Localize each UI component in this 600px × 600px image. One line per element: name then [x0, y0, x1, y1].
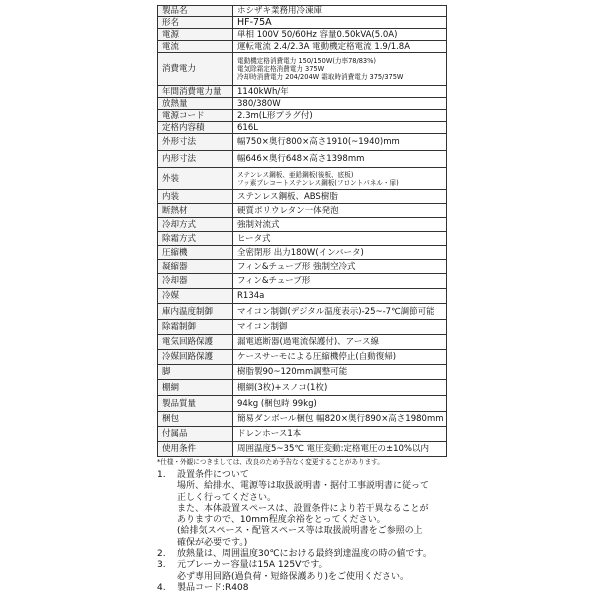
- spec-value: [233, 6, 447, 17]
- spec-row: [158, 218, 447, 232]
- note-number: 3.: [157, 560, 166, 571]
- spec-value: [233, 289, 447, 304]
- spec-label: 消費電力: [158, 53, 233, 86]
- spec-value: [233, 427, 447, 442]
- spec-value-line: ステンレス鋼板、ABS樹脂: [237, 191, 338, 202]
- spec-row: [158, 134, 447, 151]
- spec-value-line: 616L: [237, 122, 258, 133]
- spec-label: 庫内温度制御: [158, 304, 233, 320]
- spec-value-line: ヒータ式: [237, 233, 271, 244]
- spec-value: [233, 168, 447, 190]
- spec-row: [158, 304, 447, 320]
- spec-value: [233, 134, 447, 151]
- spec-value: [233, 232, 447, 246]
- spec-row: [158, 6, 447, 17]
- spec-value: [233, 190, 447, 204]
- note-first-line: [157, 560, 447, 571]
- spec-label: 電流: [158, 41, 233, 53]
- spec-row: [158, 17, 447, 29]
- spec-value: [233, 204, 447, 218]
- spec-value: [233, 396, 447, 412]
- spec-value-line: 硬質ポリウレタン一体発泡: [237, 205, 339, 216]
- spec-label: 電気回路保護: [158, 335, 233, 350]
- spec-row: [158, 380, 447, 396]
- spec-value: [233, 41, 447, 53]
- note-text: 場所、給排水、電源等は取扱説明書・据付工事説明書に従って: [177, 481, 430, 492]
- spec-value-line: 周囲温度5~35℃ 電圧変動:定格電圧の±10%以内: [237, 444, 429, 454]
- spec-label: 定格内容積: [158, 122, 233, 134]
- spec-row: [158, 86, 447, 98]
- note-item: [157, 470, 447, 549]
- spec-label: 冷却方式: [158, 218, 233, 232]
- spec-row: [158, 350, 447, 365]
- spec-label: 棚網: [158, 380, 233, 396]
- note-text: 設置条件について: [177, 470, 249, 480]
- spec-row: [158, 232, 447, 246]
- spec-row: [158, 98, 447, 110]
- spec-row: [158, 29, 447, 41]
- spec-label: 使用条件: [158, 442, 233, 457]
- spec-label: 圧縮機: [158, 246, 233, 260]
- spec-value-line: ドレンホース1本: [237, 429, 302, 439]
- spec-value: [233, 110, 447, 122]
- note-text: 必ず専用回路(過負荷・短絡保護あり)をご使用ください。: [177, 571, 410, 582]
- spec-value: [233, 29, 447, 41]
- spec-value-line: 電動機定格消費電力 150/150W(力率78/83%): [237, 57, 376, 65]
- spec-label: 外形寸法: [158, 134, 233, 151]
- note-text: 元ブレーカー容量は15A 125Vです。: [177, 560, 328, 571]
- spec-row: [158, 289, 447, 304]
- spec-row: [158, 41, 447, 53]
- note-text: また、本体設置スペースは、設置条件により若干異なることが: [177, 503, 429, 514]
- spec-row: [158, 396, 447, 412]
- spec-value: [233, 335, 447, 350]
- spec-value-line: R134a: [237, 291, 265, 301]
- spec-value: [233, 53, 447, 86]
- spec-label: 製品名: [158, 6, 233, 17]
- spec-value: [233, 98, 447, 110]
- spec-label: 電源コード: [158, 110, 233, 122]
- spec-value-line: 幅750×奥行800×高さ1910(~1940)mm: [237, 137, 400, 147]
- spec-row: [158, 365, 447, 380]
- spec-row: [158, 320, 447, 335]
- spec-value: [233, 260, 447, 274]
- spec-value: [233, 218, 447, 232]
- spec-value-line: 簡易ダンボール梱包 幅820×奥行890×高さ1980mm: [237, 414, 444, 424]
- note-text: 正しく行ってください。: [177, 492, 277, 503]
- spec-value-line: 幅646×奥行648×高さ1398mm: [237, 154, 365, 164]
- note-number: 2.: [157, 549, 166, 560]
- spec-value: [233, 350, 447, 365]
- spec-value-line: 運転電流 2.4/2.3A 電動機定格電流 1.9/1.8A: [237, 41, 411, 52]
- spec-label: 年間消費電力量: [158, 86, 233, 98]
- spec-value: [233, 151, 447, 168]
- spec-value-line: 冷却時消費電力 204/204W 霜取時消費電力 375/375W: [237, 73, 404, 81]
- spec-value-line: マイコン制御(デジタル温度表示)-25~-7℃調節可能: [237, 306, 435, 317]
- spec-label: 除霜制御: [158, 320, 233, 335]
- spec-row: [158, 335, 447, 350]
- spec-row: [158, 274, 447, 289]
- spec-value: [233, 304, 447, 320]
- note-number: 4.: [157, 582, 166, 593]
- spec-value: [233, 246, 447, 260]
- spec-row: [158, 412, 447, 427]
- spec-row: [158, 442, 447, 457]
- spec-value-line: フッ素プレコートステンレス鋼板(フロントパネル・扉): [237, 178, 399, 187]
- spec-row: [158, 53, 447, 86]
- footnote: *仕様・外観につきましては、改良のため予告なく変更することがあります。: [157, 458, 384, 466]
- notes-list: [157, 470, 447, 594]
- spec-row: [158, 122, 447, 134]
- spec-label: 内形寸法: [158, 151, 233, 168]
- spec-row: [158, 110, 447, 122]
- spec-label: 梱包: [158, 412, 233, 427]
- spec-value: [233, 17, 447, 29]
- spec-value-line: 94kg (梱包時 99kg): [237, 398, 317, 409]
- spec-label: 放熱量: [158, 98, 233, 110]
- spec-value-line: 全密閉形 出力180W(インバータ): [237, 247, 364, 258]
- spec-label: 冷媒: [158, 289, 233, 304]
- spec-row: [158, 260, 447, 274]
- spec-value-line: フィン&チューブ形: [237, 276, 311, 286]
- spec-table: [157, 5, 447, 457]
- spec-value: [233, 274, 447, 289]
- spec-value-line: HF-75A: [237, 16, 272, 28]
- note-text: (給排気スペース・配管スペース等は取扱説明書をご参照の上: [177, 526, 423, 537]
- spec-label: 脚: [158, 365, 233, 380]
- spec-value-line: ホシザキ業務用冷凍庫: [237, 6, 323, 16]
- spec-label: 形名: [158, 17, 233, 29]
- spec-value-line: 強制対流式: [237, 219, 280, 230]
- spec-label: 除霜方式: [158, 232, 233, 246]
- spec-value-line: ケースサーモによる圧縮機停止(自動復帰): [237, 352, 397, 362]
- spec-value: [233, 86, 447, 98]
- spec-row: [158, 246, 447, 260]
- spec-label: 電源: [158, 29, 233, 41]
- spec-label: 内装: [158, 190, 233, 204]
- spec-value-line: 電気除霜定格消費電力 375W: [237, 65, 325, 73]
- spec-row: [158, 427, 447, 442]
- spec-value: [233, 122, 447, 134]
- note-item: [157, 560, 447, 583]
- note-item: [157, 583, 447, 594]
- spec-value-line: 漏電遮断器(過電流保護付)、アース線: [237, 337, 379, 347]
- spec-value-line: ステンレス鋼板、亜鉛鋼板(後板、底板): [237, 170, 354, 179]
- spec-value-line: 1140kWh/年: [237, 86, 289, 97]
- note-text: 確保が必要です。): [177, 537, 248, 548]
- note-item: [157, 549, 447, 560]
- spec-value-line: 棚網(3枚)+スノコ(1枚): [237, 382, 328, 393]
- spec-value-line: 単相 100V 50/60Hz 容量0.50kVA(5.0A): [237, 29, 398, 40]
- spec-row: [158, 151, 447, 168]
- note-number: 1.: [157, 470, 166, 480]
- spec-label: 凝縮器: [158, 260, 233, 274]
- note-first-line: [157, 549, 447, 560]
- spec-value-line: 2.3m(L形プラグ付): [237, 110, 313, 121]
- spec-label: 製品質量: [158, 396, 233, 412]
- spec-value: [233, 412, 447, 427]
- spec-row: [158, 204, 447, 218]
- spec-value: [233, 380, 447, 396]
- spec-value-line: フィン&チューブ形 強制空冷式: [237, 261, 356, 272]
- spec-value: [233, 365, 447, 380]
- spec-row: [158, 190, 447, 204]
- note-text: 放熱量は、周囲温度30℃における最終到達温度の時の値です。: [177, 549, 432, 560]
- note-text: ありますので、10mm程度余裕をとってください。: [177, 515, 386, 526]
- spec-label: 外装: [158, 168, 233, 190]
- note-text: 製品コード:R408: [177, 582, 249, 593]
- spec-label: 冷媒回路保護: [158, 350, 233, 365]
- spec-label: 断熱材: [158, 204, 233, 218]
- spec-value-line: 380/380W: [237, 98, 281, 109]
- spec-value: [233, 442, 447, 457]
- note-first-line: [157, 583, 447, 594]
- spec-value-line: マイコン制御: [237, 322, 288, 332]
- spec-label: 付属品: [158, 427, 233, 442]
- spec-value: [233, 320, 447, 335]
- note-first-line: [157, 470, 447, 481]
- spec-value-line: 樹脂製90~120mm調整可能: [237, 367, 348, 377]
- spec-label: 冷却器: [158, 274, 233, 289]
- spec-row: [158, 168, 447, 190]
